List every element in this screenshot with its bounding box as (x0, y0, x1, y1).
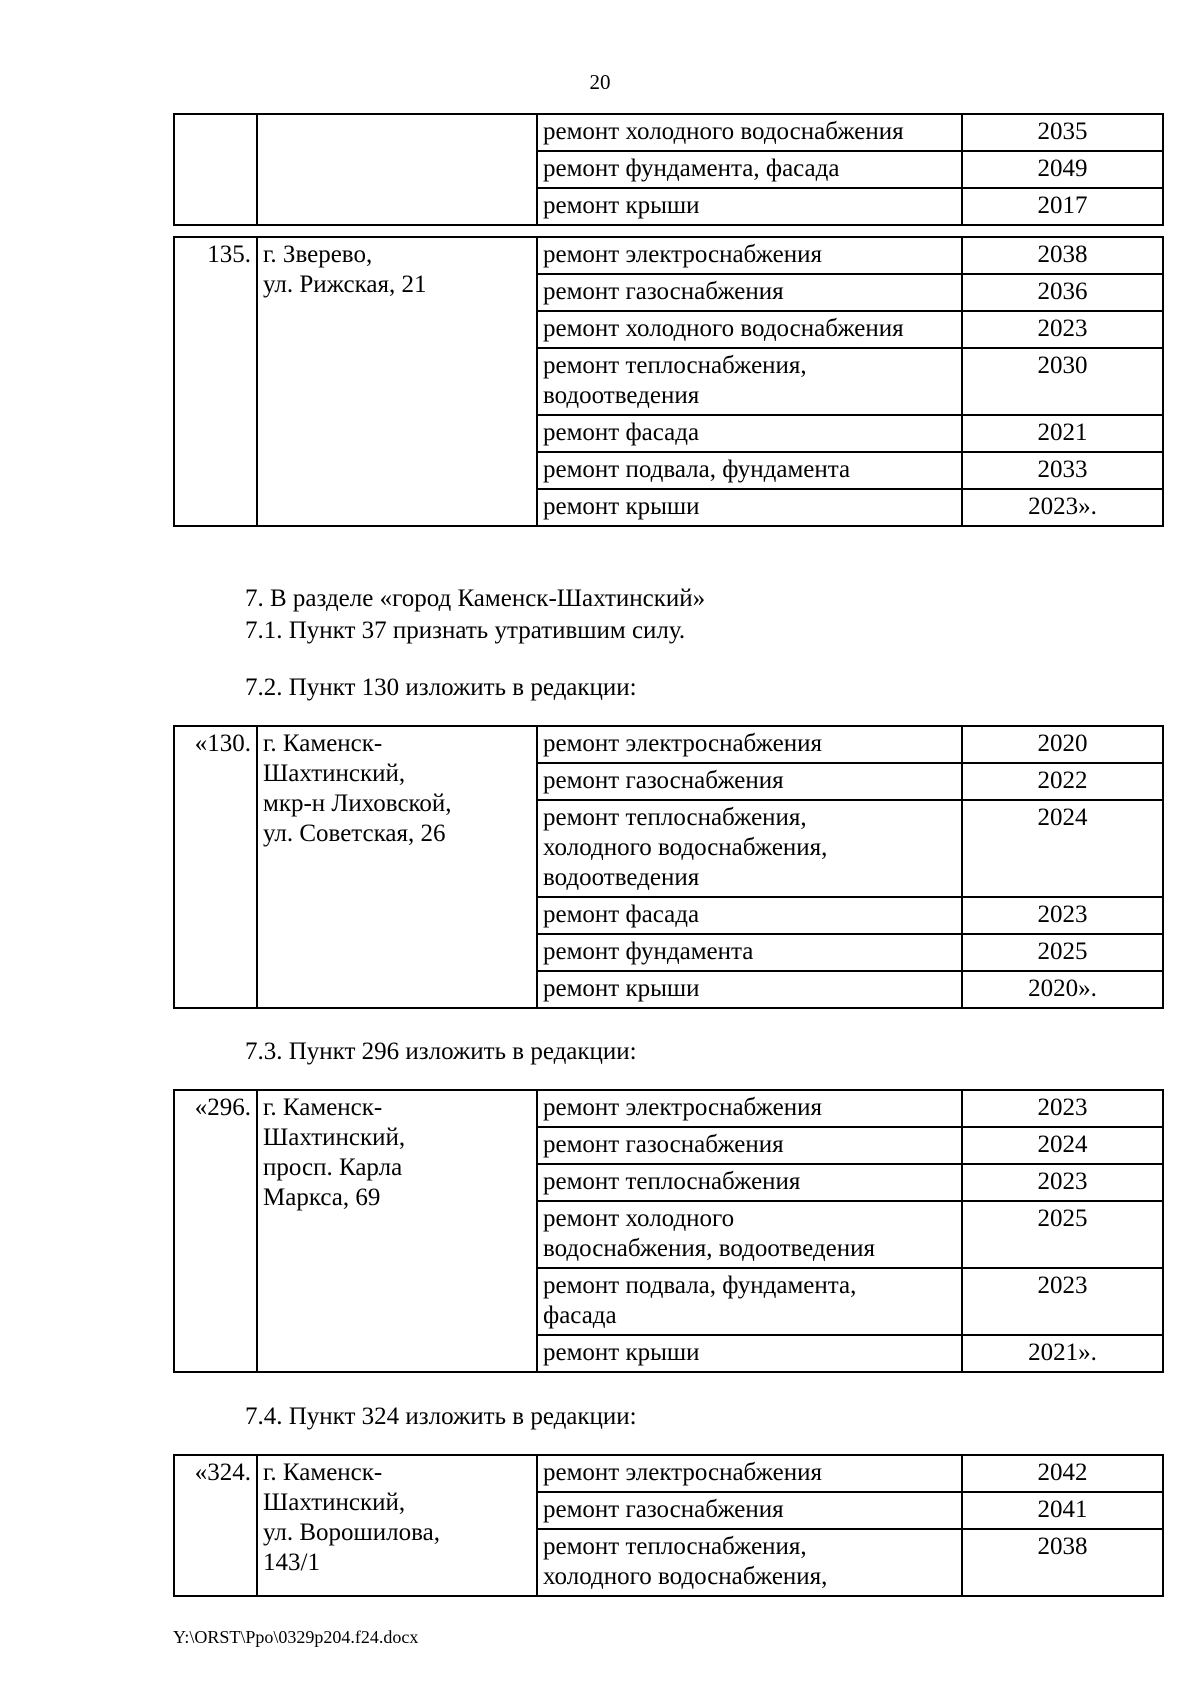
year-cell: 2023 (962, 1090, 1163, 1127)
year-cell: 2023 (962, 311, 1163, 348)
year-cell: 2025 (962, 934, 1163, 971)
year-cell: 2020 (962, 726, 1163, 763)
work-type-cell: ремонт крыши (537, 188, 962, 225)
work-type-cell: ремонт подвала, фундамента (537, 452, 962, 489)
item-number-cell: «130. (174, 726, 257, 1008)
work-type-cell: ремонт крыши (537, 971, 962, 1008)
work-type-cell: ремонт газоснабжения (537, 763, 962, 800)
year-cell: 2041 (962, 1492, 1163, 1529)
work-type-cell: ремонт теплоснабжения, холодного водоснабжения, водоотведения (537, 800, 962, 897)
work-type-cell: ремонт газоснабжения (537, 1492, 962, 1529)
table-item-135 (173, 236, 1164, 527)
year-cell: 2025 (962, 1201, 1163, 1268)
year-cell: 2023 (962, 897, 1163, 934)
address-cell: г. Зверево, ул. Рижская, 21 (257, 237, 537, 526)
work-type-cell: ремонт теплоснабжения, холодного водоснабжения, (537, 1529, 962, 1596)
work-type-cell: ремонт фундамента (537, 934, 962, 971)
footer-file-path: Y:\ORST\Ppo\0329p204.f24.docx (173, 1627, 419, 1647)
paragraph-7-2: 7.2. Пункт 130 изложить в редакции: (245, 674, 637, 701)
table-continuation (173, 113, 1164, 226)
year-cell: 2038 (962, 1529, 1163, 1596)
work-type-cell: ремонт холодного водоснабжения, водоотведения (537, 1201, 962, 1268)
item-number-cell (174, 114, 257, 225)
year-cell: 2030 (962, 348, 1163, 415)
year-cell: 2049 (962, 151, 1163, 188)
paragraph-7: 7. В разделе «город Каменск-Шахтинский» (245, 585, 706, 612)
table-item-296 (173, 1089, 1164, 1373)
year-cell: 2021». (962, 1335, 1163, 1372)
year-cell: 2023 (962, 1164, 1163, 1201)
year-cell: 2033 (962, 452, 1163, 489)
year-cell: 2038 (962, 237, 1163, 274)
year-cell: 2020». (962, 971, 1163, 1008)
work-type-cell: ремонт крыши (537, 1335, 962, 1372)
table-row (174, 1455, 1163, 1492)
year-cell: 2021 (962, 415, 1163, 452)
work-type-cell: ремонт электроснабжения (537, 726, 962, 763)
year-cell: 2023 (962, 1268, 1163, 1335)
year-cell: 2017 (962, 188, 1163, 225)
address-cell: г. Каменск- Шахтинский, мкр-н Лиховской, ул. Советская, 26 (257, 726, 537, 1008)
work-type-cell: ремонт электроснабжения (537, 1455, 962, 1492)
work-type-cell: ремонт теплоснабжения, водоотведения (537, 348, 962, 415)
year-cell: 2036 (962, 274, 1163, 311)
paragraph-7-3: 7.3. Пункт 296 изложить в редакции: (245, 1038, 637, 1065)
work-type-cell: ремонт газоснабжения (537, 274, 962, 311)
year-cell: 2042 (962, 1455, 1163, 1492)
year-cell: 2035 (962, 114, 1163, 151)
work-type-cell: ремонт подвала, фундамента, фасада (537, 1268, 962, 1335)
year-cell: 2023». (962, 489, 1163, 526)
work-type-cell: ремонт электроснабжения (537, 1090, 962, 1127)
table-row (174, 1090, 1163, 1127)
work-type-cell: ремонт фундамента, фасада (537, 151, 962, 188)
table-row (174, 114, 1163, 151)
paragraph-7-1: 7.1. Пункт 37 признать утратившим силу. (245, 617, 686, 644)
year-cell: 2022 (962, 763, 1163, 800)
year-cell: 2024 (962, 1127, 1163, 1164)
work-type-cell: ремонт фасада (537, 897, 962, 934)
item-number-cell: 135. (174, 237, 257, 526)
table-row (174, 726, 1163, 763)
paragraph-7-4: 7.4. Пункт 324 изложить в редакции: (245, 1403, 637, 1430)
work-type-cell: ремонт фасада (537, 415, 962, 452)
work-type-cell: ремонт электроснабжения (537, 237, 962, 274)
work-type-cell: ремонт холодного водоснабжения (537, 311, 962, 348)
page-number: 20 (589, 70, 611, 94)
table-item-324 (173, 1454, 1164, 1597)
address-cell: г. Каменск- Шахтинский, ул. Ворошилова, 143/1 (257, 1455, 537, 1596)
work-type-cell: ремонт теплоснабжения (537, 1164, 962, 1201)
item-number-cell: «324. (174, 1455, 257, 1596)
address-cell (257, 114, 537, 225)
table-item-130 (173, 725, 1164, 1009)
work-type-cell: ремонт газоснабжения (537, 1127, 962, 1164)
address-cell: г. Каменск- Шахтинский, просп. Карла Маркса, 69 (257, 1090, 537, 1372)
work-type-cell: ремонт крыши (537, 489, 962, 526)
year-cell: 2024 (962, 800, 1163, 897)
table-row (174, 237, 1163, 274)
work-type-cell: ремонт холодного водоснабжения (537, 114, 962, 151)
item-number-cell: «296. (174, 1090, 257, 1372)
